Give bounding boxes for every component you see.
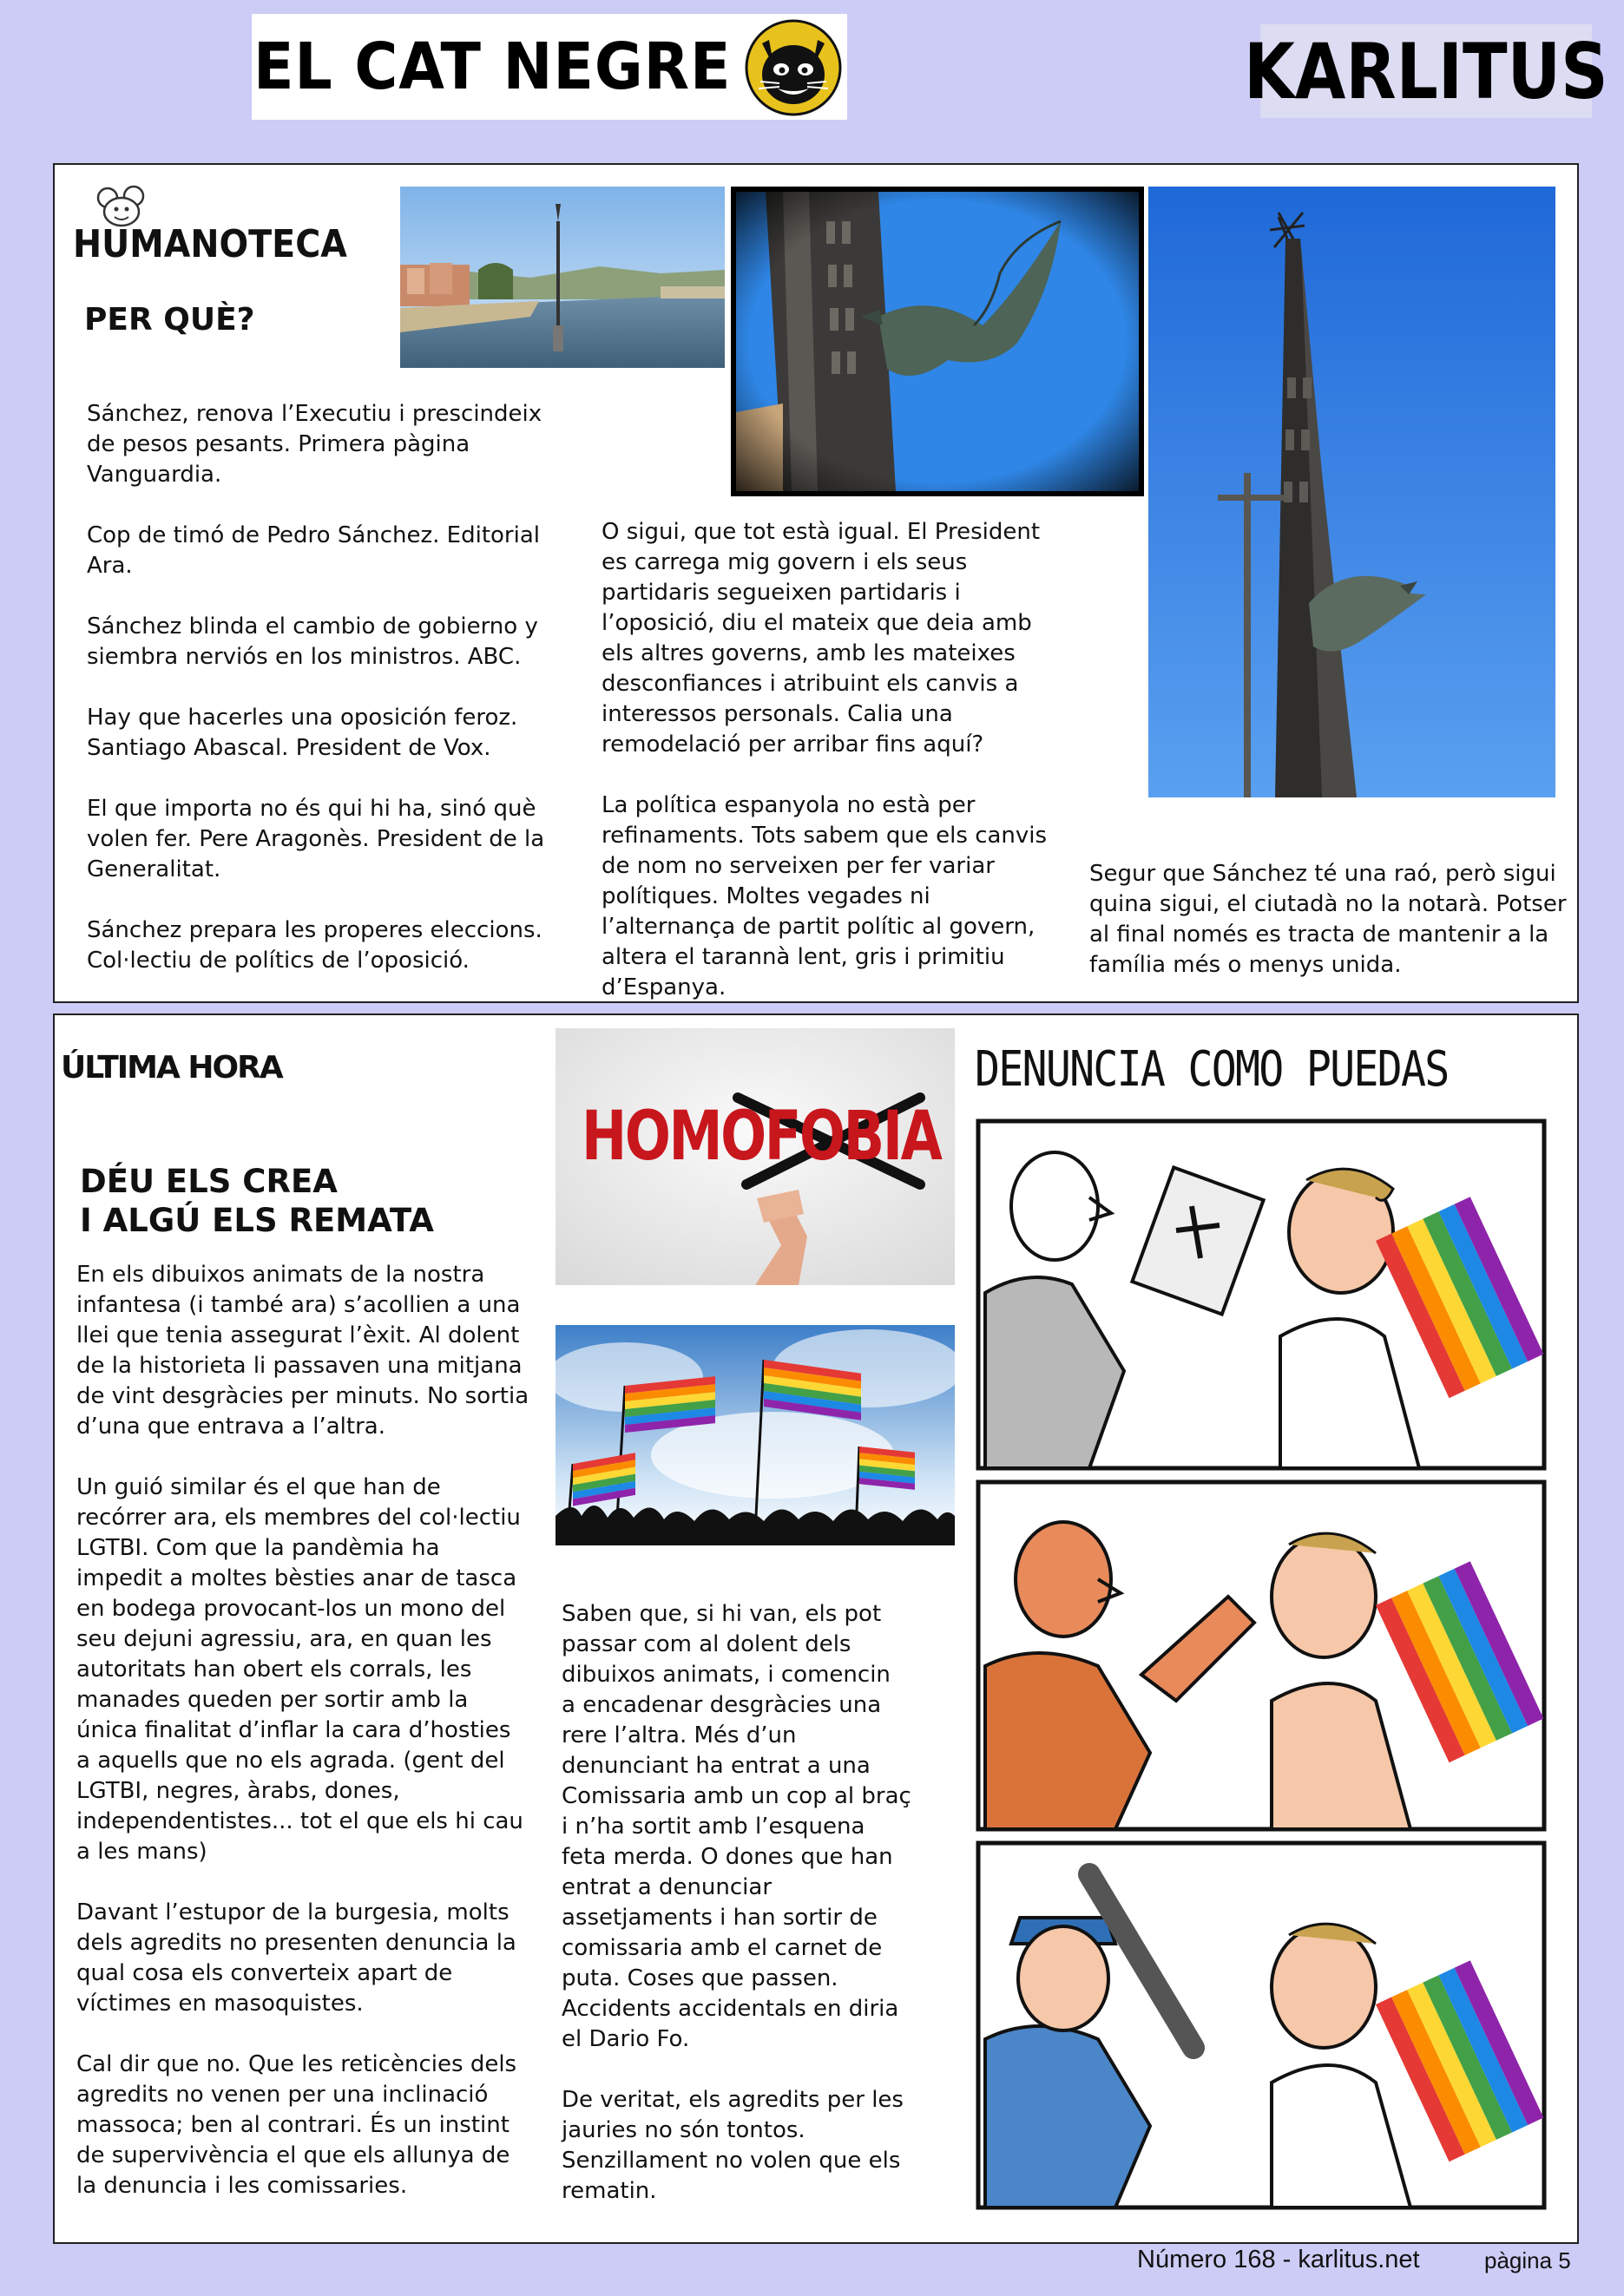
humanoteca-headline: PER QUÈ? xyxy=(84,302,255,338)
cartoon-panel-police xyxy=(978,1843,1544,2207)
humanoteca-column-1: Sánchez, renova l’Executiu i prescindeix de pesos pesants. Primera pàgina Vanguardia. Cop de timó de Pedro Sánchez. Editorial Ara. Sánchez blinda el cambio de gobierno y siembra nerviós en los ministros. ABC. Hay que hacerles una oposición feroz. Santiago Abascal. President de Vox. El que importa no és qui hi ha, sinó què volen fer. Pere Aragonès. President de la Generalitat. Sánchez prepara les properes eleccions. Col·lectiu de polítics de l’oposició. xyxy=(87,401,545,974)
cartoon-panel-priest xyxy=(978,1121,1544,1468)
cartoon-title: DENUNCIA COMO PUEDAS xyxy=(975,1041,1449,1098)
homofobia-sign-text: HOMOFOBIA xyxy=(582,1098,941,1176)
footer-page-number: pàgina 5 xyxy=(1484,2247,1571,2273)
ultima-hora-headline-line1: DÉU ELS CREA xyxy=(80,1163,338,1200)
cartoon-panel-thug xyxy=(978,1482,1544,1829)
ultima-hora-headline-line2: I ALGÚ ELS REMATA xyxy=(80,1202,434,1239)
eagle-sculpture-photo xyxy=(731,187,1144,496)
masthead xyxy=(252,14,847,120)
river-monument-photo xyxy=(400,187,725,368)
black-cat-logo xyxy=(743,17,844,118)
ultima-hora-label: ÚLTIMA HORA xyxy=(61,1050,282,1086)
tall-monument-photo xyxy=(1148,187,1555,797)
ultima-hora-column-1: En els dibuixos animats de la nostra infantesa (i també ara) s’acollien a una llei que tenia assegurat l’èxit. Al dolent de la historieta li passaven una mitjana de vint desgràcies per minuts. No sortia d’una que entrava a l’altra. Un guió similar és el que han de recórrer ara, els membres del col·lectiu LGTBI. Com que la pandèmia ha impedit a moltes bèsties anar de tasca en bodega provocant-los un mono del seu dejuni agressiu, ara, en quan les autoritats han obert els corrals, les manades queden per sortir amb la única finalitat d’inflar la cara d’hosties a aquells que no els agrada. (gent del LGTBI, negres, àrabs, dones, independentistes... tot el que els hi cau a les mans) Davant l’estupor de la burgesia, molts dels agredits no presenten denuncia la qual cosa els converteix apart de víctimes en masoquistes. Cal dir que no. Que les reticències dels agredits no venen per una inclinació massoca; ben al contrari. És un instint de supervivència el que els allunya de la denuncia i les comissaries. xyxy=(76,1262,529,2199)
rainbow-flags-photo xyxy=(556,1325,955,1545)
humanoteca-label: HUMANOTECA xyxy=(73,222,347,266)
humanoteca-column-2: O sigui, que tot està igual. El President es carrega mig govern i els seus partidaris segueixen partidaris i l’oposició, diu el mateix que deia amb els altres governs, amb les mateixes desconfiances i atribuint els canvis a interessos personals. Calia una remodelació per arribar fins aquí? La política espanyola no està per refinaments. Tots sabem que els canvis de nom no serveixen per fer variar polítiques. Moltes vegades ni l’alternança de partit polític al govern, altera el tarannà lent, gris i primitiu d’Espanya. xyxy=(602,519,1048,1000)
masthead-title: EL CAT NEGRE xyxy=(253,30,732,104)
ultima-hora-column-2: Saben que, si hi van, els pot passar com al dolent dels dibuixos animats, i comencin a encadenar desgràcies una rere l’altra. Més d’un denunciant ha entrat a una Comissaria amb un cop al braç i n’ha sortit amb l’esquena feta merda. O dones que han entrat a denunciar assetjaments i han sortir de comissaria amb el carnet de puta. Coses que passen. Accidents accidentals en diria el Dario Fo. De veritat, els agredits per les jauries no són tontos. Senzillament no volen que els rematin. xyxy=(562,1601,911,2204)
homofobia-sign-photo xyxy=(556,1028,955,1285)
footer-issue: Número 168 - karlitus.net xyxy=(1137,2246,1420,2273)
cartoon-strip xyxy=(968,1111,1567,2230)
brand-title: KARLITUS xyxy=(1244,26,1608,116)
humanoteca-column-3: Segur que Sánchez té una raó, però sigui quina sigui, el ciutadà no la notarà. Potser al final només es tracta de mantenir a la família més o menys unida. xyxy=(1089,861,1567,978)
brand-box xyxy=(1244,24,1608,118)
